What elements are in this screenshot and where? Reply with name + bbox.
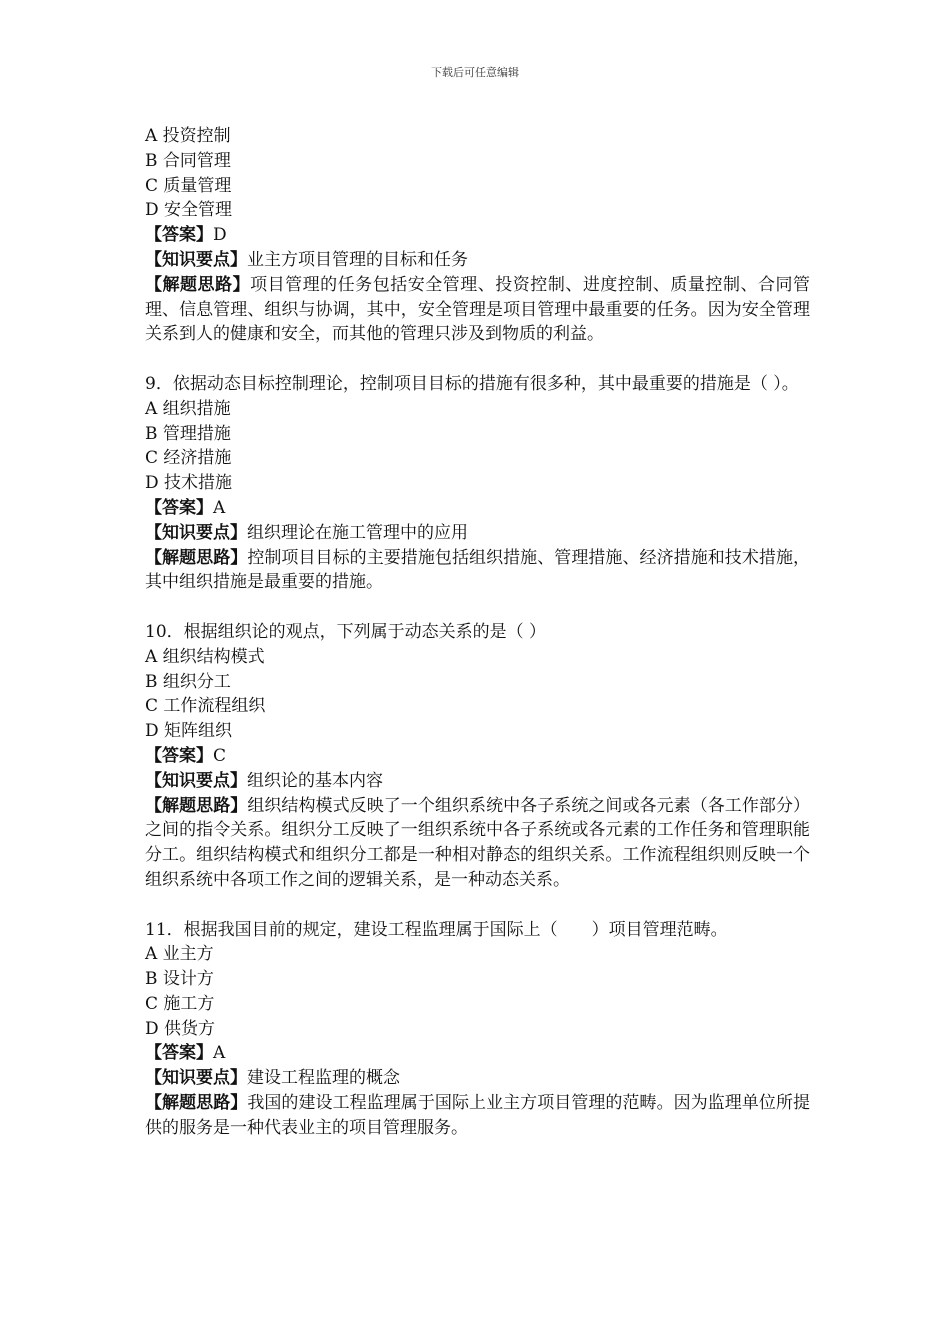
analysis-text: 我国的建设工程监理属于国际上业主方项目管理的范畴。因为监理单位所提供的服务是一种代表业主的项目管理服务。 <box>145 1093 811 1138</box>
option-c: C 质量管理 <box>145 175 232 196</box>
analysis-label: 【解题思路】 <box>145 795 248 816</box>
question-stem: 9．依据动态目标控制理论，控制项目目标的措施有很多种，其中最重要的措施是（ ）。 <box>145 373 799 394</box>
analysis-paragraph <box>145 273 810 347</box>
question-block <box>145 372 810 595</box>
question-block <box>145 124 810 347</box>
question-block <box>145 620 810 893</box>
option-b: B 管理措施 <box>145 423 231 444</box>
knowledge-point-line <box>145 521 810 546</box>
document-body <box>145 124 810 1165</box>
knowledge-point-line <box>145 1066 810 1091</box>
analysis-text: 控制项目目标的主要措施包括组织措施、管理措施、经济措施和技术措施，其中组织措施是最重要的措施。 <box>145 547 811 593</box>
option-c: C 经济措施 <box>145 448 232 469</box>
analysis-text: 组织结构模式反映了一个组织系统中各子系统之间或各元素（各工作部分）之间的指令关系。组织分工反映了一组织系统中各子系统或各元素的工作任务和管理职能分工。组织结构模式和组织分工都是一种相对静态的组织关系。工作流程组织则反映一个组织系统中各项工作之间的逻辑关系，是一种动态关系。 <box>145 795 811 890</box>
knowledge-point-value: 组织理论在施工管理中的应用 <box>247 522 468 543</box>
answer-label: 【答案】 <box>145 1043 213 1064</box>
knowledge-point-value: 建设工程监理的概念 <box>247 1068 400 1089</box>
answer-line <box>145 223 810 248</box>
option-d: D 安全管理 <box>145 200 233 221</box>
answer-value: A <box>213 1043 226 1064</box>
analysis-paragraph <box>145 1091 810 1141</box>
analysis-label: 【解题思路】 <box>145 274 251 295</box>
analysis-text: 项目管理的任务包括安全管理、投资控制、进度控制、质量控制、合同管理、信息管理、组织与协调，其中，安全管理是项目管理中最重要的任务。因为安全管理关系到人的健康和安全，而其他的管理只涉及到物质的利益。 <box>145 274 811 345</box>
answer-value: C <box>213 745 227 766</box>
answer-value: A <box>213 497 226 518</box>
answer-label: 【答案】 <box>145 745 213 766</box>
knowledge-point-label: 【知识要点】 <box>145 522 247 543</box>
option-a: A 组织措施 <box>145 398 231 419</box>
option-d: D 技术措施 <box>145 473 233 494</box>
question-block <box>145 918 810 1141</box>
knowledge-point-line <box>145 769 810 794</box>
option-a: A 投资控制 <box>145 126 231 146</box>
knowledge-point-label: 【知识要点】 <box>145 249 247 270</box>
answer-line <box>145 1041 810 1066</box>
option-d: D 矩阵组织 <box>145 721 233 742</box>
option-b: B 组织分工 <box>145 671 231 692</box>
knowledge-point-line <box>145 248 810 273</box>
option-c: C 工作流程组织 <box>145 696 266 717</box>
knowledge-point-label: 【知识要点】 <box>145 770 247 791</box>
answer-label: 【答案】 <box>145 225 213 246</box>
analysis-paragraph <box>145 794 810 893</box>
option-b: B 合同管理 <box>145 150 231 171</box>
page-header: 下载后可任意编辑 <box>431 66 519 79</box>
knowledge-point-value: 业主方项目管理的目标和任务 <box>247 249 468 270</box>
option-a: A 业主方 <box>145 944 214 965</box>
question-stem: 10．根据组织论的观点，下列属于动态关系的是（ ） <box>145 621 547 642</box>
analysis-label: 【解题思路】 <box>145 547 248 568</box>
analysis-label: 【解题思路】 <box>145 1093 248 1114</box>
answer-value: D <box>213 225 227 246</box>
answer-label: 【答案】 <box>145 497 213 518</box>
answer-line <box>145 744 810 769</box>
option-a: A 组织结构模式 <box>145 646 265 667</box>
option-d: D 供货方 <box>145 1018 216 1039</box>
question-stem: 11．根据我国目前的规定，建设工程监理属于国际上（ ）项目管理范畴。 <box>145 919 728 940</box>
option-c: C 施工方 <box>145 993 215 1014</box>
answer-line <box>145 496 810 521</box>
option-b: B 设计方 <box>145 969 214 990</box>
knowledge-point-value: 组织论的基本内容 <box>247 770 383 791</box>
analysis-paragraph <box>145 546 810 596</box>
knowledge-point-label: 【知识要点】 <box>145 1068 247 1089</box>
